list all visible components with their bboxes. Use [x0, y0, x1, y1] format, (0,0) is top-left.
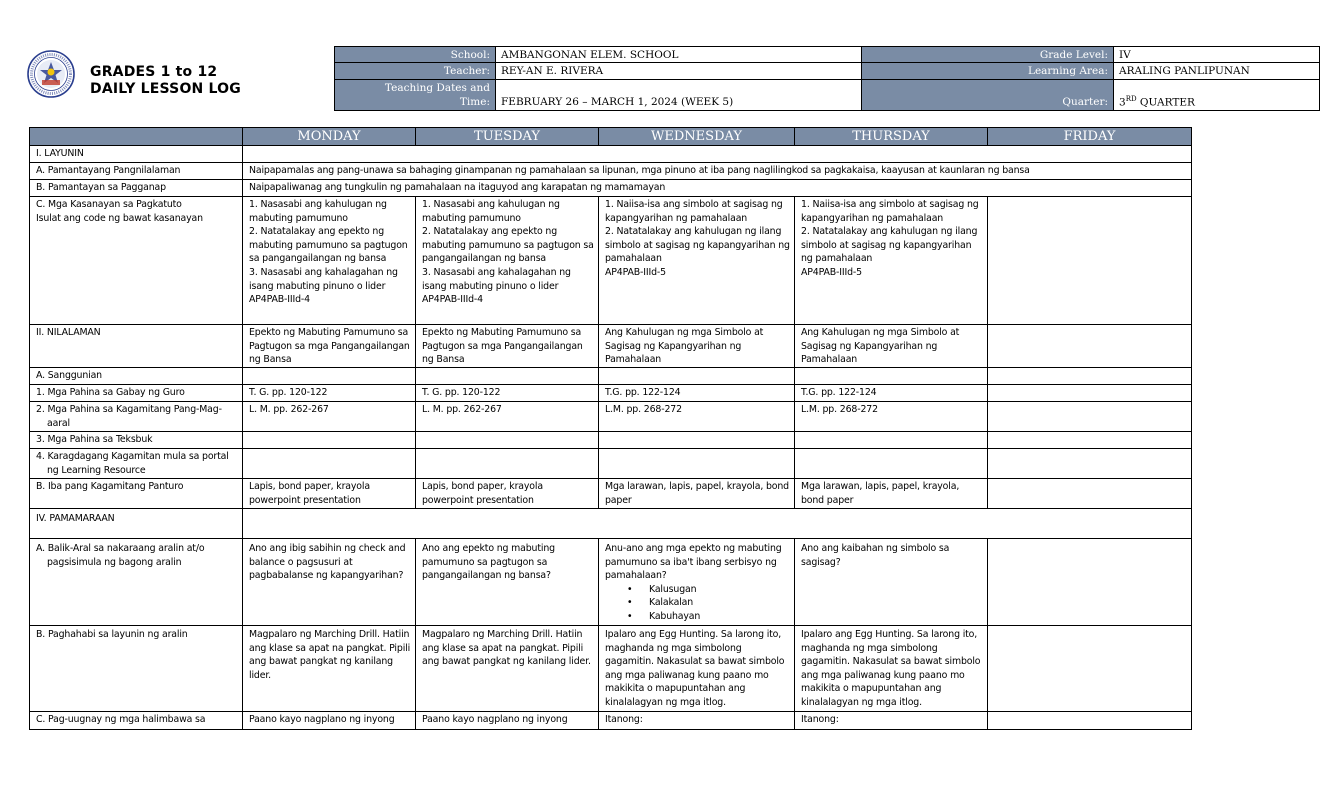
row-label-iba-pang: B. Iba pang Kagamitang Panturo [30, 479, 243, 509]
row-karagdagang-kagamitan [30, 449, 1192, 479]
pag-uugnay-tuesday: Paano kayo nagplano ng inyong [416, 712, 599, 730]
row-label-balik-aral: A. Balik-Aral sa nakaraang aralin at/o pagsisimula ng bagong aralin [30, 539, 243, 626]
quarter-superscript: RD [1125, 94, 1137, 103]
row-label-gabay: 1. Mga Pahina sa Gabay ng Guro [30, 385, 243, 402]
row-pag-uugnay [30, 712, 1192, 730]
row-label-kasanayan: C. Mga Kasanayan sa Pagkatuto Isulat ang code ng bawat kasanayan [30, 197, 243, 325]
row-pamantayang-pangnilalaman [30, 163, 1192, 180]
cell-empty [599, 432, 795, 449]
row-gabay-ng-guro [30, 385, 1192, 402]
paghahabi-thursday: Ipalaro ang Egg Hunting. Sa larong ito, maghanda ng mga simbolong gagamitin. Nakasulat sa bawat simbolo ang mga paliwanag kung paano mo makikita o mapupuntahan ang kinalalagyan ng mga itlog. [795, 626, 988, 712]
balik-aral-friday [988, 539, 1192, 626]
deped-seal-icon [27, 50, 75, 98]
row-cell-empty [243, 146, 1192, 163]
day-header-friday: FRIDAY [988, 128, 1192, 146]
pag-uugnay-monday: Paano kayo nagplano ng inyong [243, 712, 416, 730]
pamantayan-pagganap-text: Naipapaliwanag ang tungkulin ng pamahalaan na itaguyod ang karapatan ng mamamayan [243, 180, 1192, 197]
quarter-number: 3 [1119, 96, 1126, 108]
balik-aral-wednesday [599, 539, 795, 626]
balik-aral-wednesday-text: Anu-ano ang mga epekto ng mabuting pamumuno sa iba't ibang serbisyo ng pamahalaan? [605, 543, 782, 582]
paghahabi-wednesday: Ipalaro ang Egg Hunting. Sa larong ito, maghanda ng mga simbolong gagamitin. Nakasulat sa bawat simbolo ang mga paliwanag kung paano mo makikita o mapupuntahan ang kinalalagyan ng mga itlog. [599, 626, 795, 712]
row-label-teksbuk: 3. Mga Pahina sa Teksbuk [30, 432, 243, 449]
row-label-pamantayang-pangnilalaman: A. Pamantayang Pangnilalaman [30, 163, 243, 180]
row-label-paghahabi: B. Paghahabi sa layunin ng aralin [30, 626, 243, 712]
row-nilalaman [30, 325, 1192, 368]
cell-empty [416, 449, 599, 479]
day-header-tuesday: TUESDAY [416, 128, 599, 146]
pag-uugnay-friday [988, 712, 1192, 730]
list-item: • Kabuhayan [627, 610, 791, 624]
row-label-sanggunian: A. Sanggunian [30, 368, 243, 385]
row-label-pamantayan-pagganap: B. Pamantayan sa Pagganap [30, 180, 243, 197]
row-teksbuk [30, 432, 1192, 449]
kasanayan-thursday: 1. Naiisa-isa ang simbolo at sagisag ng kapangyarihan ng pamahalaan 2. Natatalakay ang kahulugan ng ilang simbolo at sagisag ng kapangyarihan ng pamahalaan AP4PAB-IIId-5 [795, 197, 988, 325]
row-label-karagdagang: 4. Karagdagang Kagamitan mula sa portal ng Learning Resource [30, 449, 243, 479]
cell-empty [243, 368, 416, 385]
title-line-1: GRADES 1 to 12 [90, 64, 218, 80]
cell-empty [795, 449, 988, 479]
cell-empty [988, 449, 1192, 479]
school-label: School: [335, 47, 496, 63]
kagamitang-friday [988, 402, 1192, 432]
row-kasanayan [30, 197, 1192, 325]
row-iba-pang-kagamitan [30, 479, 1192, 509]
cell-empty [795, 432, 988, 449]
dates-label-line1: Teaching Dates and [384, 81, 490, 94]
nilalaman-tuesday: Epekto ng Mabuting Pamumuno sa Pagtugon sa mga Pangangailangan ng Bansa [416, 325, 599, 368]
row-pamantayan-pagganap [30, 180, 1192, 197]
quarter-value [1114, 79, 1320, 111]
list-item: • Kalusugan [627, 583, 791, 597]
row-layunin [30, 146, 1192, 163]
info-table [334, 46, 1320, 111]
lesson-log-table [29, 127, 1192, 730]
dates-value: FEBRUARY 26 – MARCH 1, 2024 (WEEK 5) [496, 79, 862, 111]
row-kagamitang-pang-mag-aaral [30, 402, 1192, 432]
iba-pang-tuesday: Lapis, bond paper, krayola powerpoint presentation [416, 479, 599, 509]
balik-aral-tuesday: Ano ang epekto ng mabuting pamumuno sa pagtugon sa pangangailangan ng bansa? [416, 539, 599, 626]
row-label-nilalaman: II. NILALAMAN [30, 325, 243, 368]
nilalaman-thursday: Ang Kahulugan ng mga Simbolo at Sagisag ng Kapangyarihan ng Pamahalaan [795, 325, 988, 368]
row-sanggunian [30, 368, 1192, 385]
nilalaman-monday: Epekto ng Mabuting Pamumuno sa Pagtugon sa mga Pangangailangan ng Bansa [243, 325, 416, 368]
paghahabi-tuesday: Magpalaro ng Marching Drill. Hatiin ang klase sa apat na pangkat. Pipili ang bawat pangkat ng kanilang lider. [416, 626, 599, 712]
title-line-2: DAILY LESSON LOG [90, 81, 241, 97]
day-header-thursday: THURSDAY [795, 128, 988, 146]
cell-empty [416, 368, 599, 385]
quarter-label: Quarter: [862, 79, 1114, 111]
iba-pang-monday: Lapis, bond paper, krayola powerpoint presentation [243, 479, 416, 509]
cell-empty [988, 368, 1192, 385]
bullet-list [605, 583, 791, 624]
iba-pang-thursday: Mga larawan, lapis, papel, krayola, bond paper [795, 479, 988, 509]
dates-label-line2: Time: [459, 95, 490, 108]
iba-pang-wednesday: Mga larawan, lapis, papel, krayola, bond paper [599, 479, 795, 509]
kagamitang-tuesday: L. M. pp. 262-267 [416, 402, 599, 432]
balik-aral-thursday: Ano ang kaibahan ng simbolo sa sagisag? [795, 539, 988, 626]
row-balik-aral [30, 539, 1192, 626]
gabay-friday [988, 385, 1192, 402]
cell-empty [599, 368, 795, 385]
kagamitang-thursday: L.M. pp. 268-272 [795, 402, 988, 432]
quarter-word: QUARTER [1136, 96, 1195, 108]
kasanayan-tuesday: 1. Nasasabi ang kahulugan ng mabuting pamumuno 2. Natatalakay ang epekto ng mabuting pamumuno sa pagtugon sa pangangailangan ng bansa 3. Nasasabi ang kahalagahan ng isang mabuting pinuno o lider AP4PAB-IIId-4 [416, 197, 599, 325]
cell-empty [988, 432, 1192, 449]
day-header-wednesday: WEDNESDAY [599, 128, 795, 146]
row-label-layunin: I. LAYUNIN [30, 146, 243, 163]
kasanayan-wednesday: 1. Naiisa-isa ang simbolo at sagisag ng kapangyarihan ng pamahalaan 2. Natatalakay ang kahulugan ng ilang simbolo at sagisag ng kapangyarihan ng pamahalaan AP4PAB-IIId-5 [599, 197, 795, 325]
list-item: • Kalakalan [627, 596, 791, 610]
row-cell-empty [243, 509, 1192, 539]
school-value: AMBANGONAN ELEM. SCHOOL [496, 47, 862, 63]
row-label-kagamitang: 2. Mga Pahina sa Kagamitang Pang-Mag-aaral [30, 402, 243, 432]
row-label-pag-uugnay: C. Pag-uugnay ng mga halimbawa sa [30, 712, 243, 730]
cell-empty [795, 368, 988, 385]
pag-uugnay-thursday: Itanong: [795, 712, 988, 730]
area-value: ARALING PANLIPUNAN [1114, 63, 1320, 79]
gabay-tuesday: T. G. pp. 120-122 [416, 385, 599, 402]
balik-aral-monday: Ano ang ibig sabihin ng check and balance o pagsusuri at pagbabalanse ng kapangyarihan? [243, 539, 416, 626]
row-paghahabi [30, 626, 1192, 712]
dates-label [335, 79, 496, 111]
pamantayang-pangnilalaman-text: Naipapamalas ang pang-unawa sa bahaging ginampanan ng pamahalaan sa lipunan, mga pinuno at iba pang naglilingkod sa pagkakaisa, kaayusan at kaunlaran ng bansa [243, 163, 1192, 180]
page-title [90, 64, 241, 98]
teacher-label: Teacher: [335, 63, 496, 79]
kagamitang-monday: L. M. pp. 262-267 [243, 402, 416, 432]
day-header-monday: MONDAY [243, 128, 416, 146]
cell-empty [243, 449, 416, 479]
row-pamamaraan [30, 509, 1192, 539]
kasanayan-friday [988, 197, 1192, 325]
area-label: Learning Area: [862, 63, 1114, 79]
iba-pang-friday [988, 479, 1192, 509]
cell-empty [599, 449, 795, 479]
gabay-wednesday: T.G. pp. 122-124 [599, 385, 795, 402]
paghahabi-monday: Magpalaro ng Marching Drill. Hatiin ang klase sa apat na pangkat. Pipili ang bawat pangkat ng kanilang lider. [243, 626, 416, 712]
row-label-pamamaraan: IV. PAMAMARAAN [30, 509, 243, 539]
pag-uugnay-wednesday: Itanong: [599, 712, 795, 730]
kagamitang-wednesday: L.M. pp. 268-272 [599, 402, 795, 432]
paghahabi-friday [988, 626, 1192, 712]
gabay-monday: T. G. pp. 120-122 [243, 385, 416, 402]
grade-label: Grade Level: [862, 47, 1114, 63]
header-blank [30, 128, 243, 146]
gabay-thursday: T.G. pp. 122-124 [795, 385, 988, 402]
cell-empty [416, 432, 599, 449]
teacher-value: REY-AN E. RIVERA [496, 63, 862, 79]
cell-empty [243, 432, 416, 449]
nilalaman-friday [988, 325, 1192, 368]
nilalaman-wednesday: Ang Kahulugan ng mga Simbolo at Sagisag ng Kapangyarihan ng Pamahalaan [599, 325, 795, 368]
grade-value: IV [1114, 47, 1320, 63]
kasanayan-monday: 1. Nasasabi ang kahulugan ng mabuting pamumuno 2. Natatalakay ang epekto ng mabuting pamumuno sa pagtugon sa pangangailangan ng bansa 3. Nasasabi ang kahalagahan ng isang mabuting pinuno o lider AP4PAB-IIId-4 [243, 197, 416, 325]
